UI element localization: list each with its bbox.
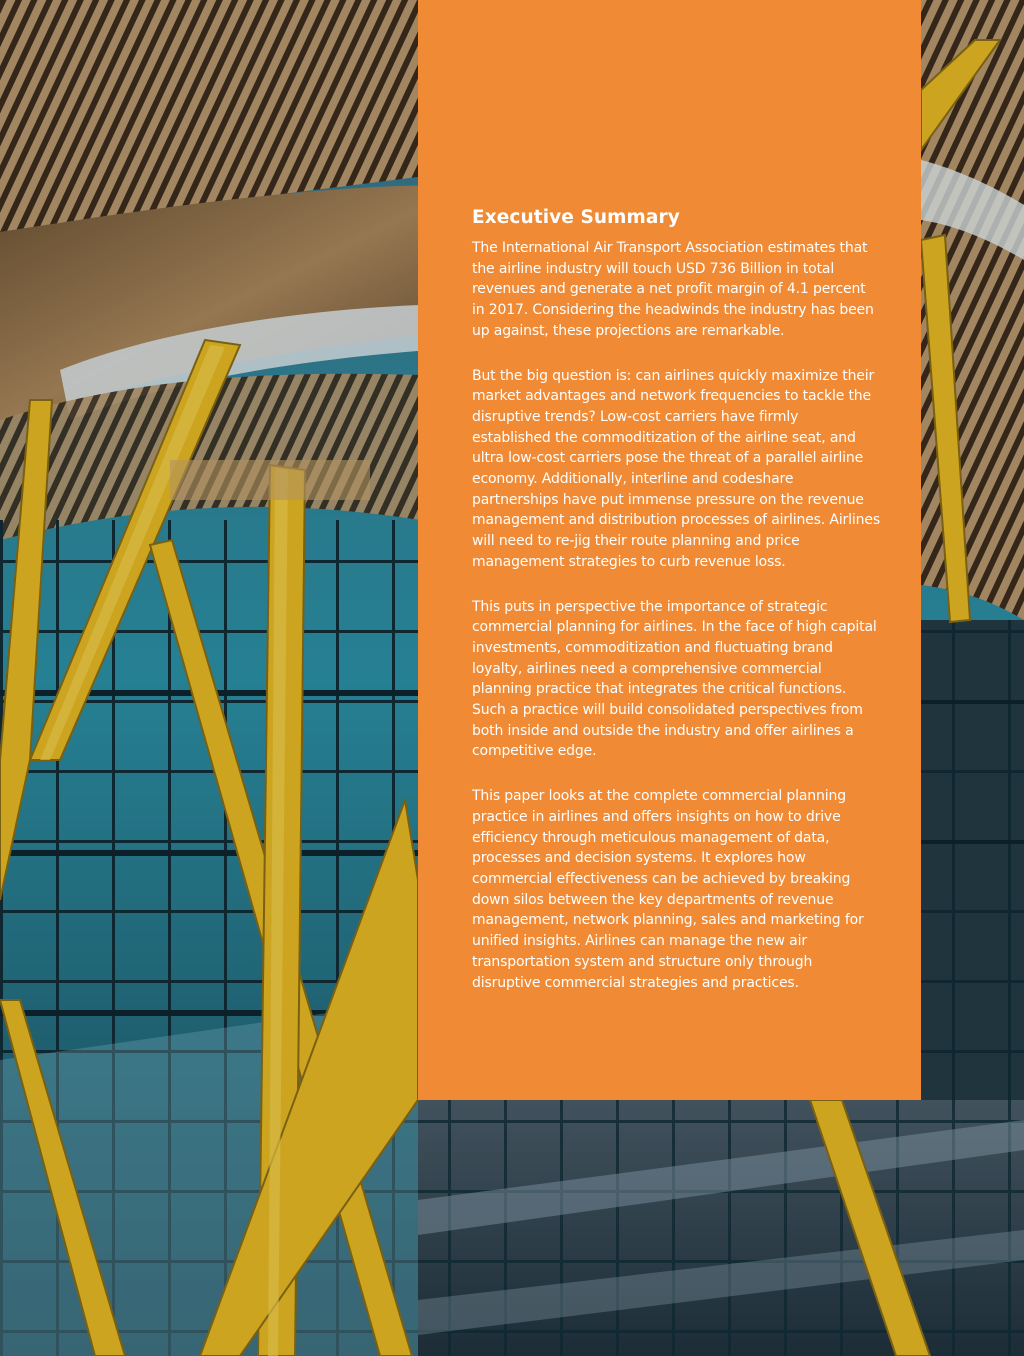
executive-summary-heading: Executive Summary: [472, 207, 680, 228]
summary-paragraph-4: This paper looks at the complete commercial planning practice in airlines and offers insights on how to drive efficiency through meticulous management of data, processes and decision systems. It explores how commercial effectiveness can be achieved by breaking down silos between the key departments of revenue management, network planning, sales and marketing for unified insights. Airlines can manage the new air transportation system and structure only through disruptive commercial strategies and practices.: [472, 788, 864, 991]
executive-summary-panel: [418, 0, 921, 1100]
summary-paragraph-2: But the big question is: can airlines quickly maximize their market advantages and network frequencies to tackle the disruptive trends? Low-cost carriers have firmly established the commoditization of the airline seat, and ultra low-cost carriers pose the threat of a parallel airline economy. Additionally, interline and codeshare partnerships have put immense pressure on the revenue management and distribution processes of airlines. Airlines will need to re-jig their route planning and price management strategies to curb revenue loss.: [472, 367, 880, 570]
summary-paragraph-1: The International Air Transport Association estimates that the airline industry will touch USD 736 Billion in total revenues and generate a net profit margin of 4.1 percent in 2017. Considering the headwinds the industry has been up against, these projections are remarkable.: [472, 240, 874, 339]
summary-paragraph-3: This puts in perspective the importance of strategic commercial planning for airlines. In the face of high capital investments, commoditization and fluctuating brand loyalty, airlines need a comprehensive commercial planning practice that integrates the critical functions. Such a practice will build consolidated perspectives from both inside and outside the industry and offer airlines a competitive edge.: [472, 598, 877, 760]
